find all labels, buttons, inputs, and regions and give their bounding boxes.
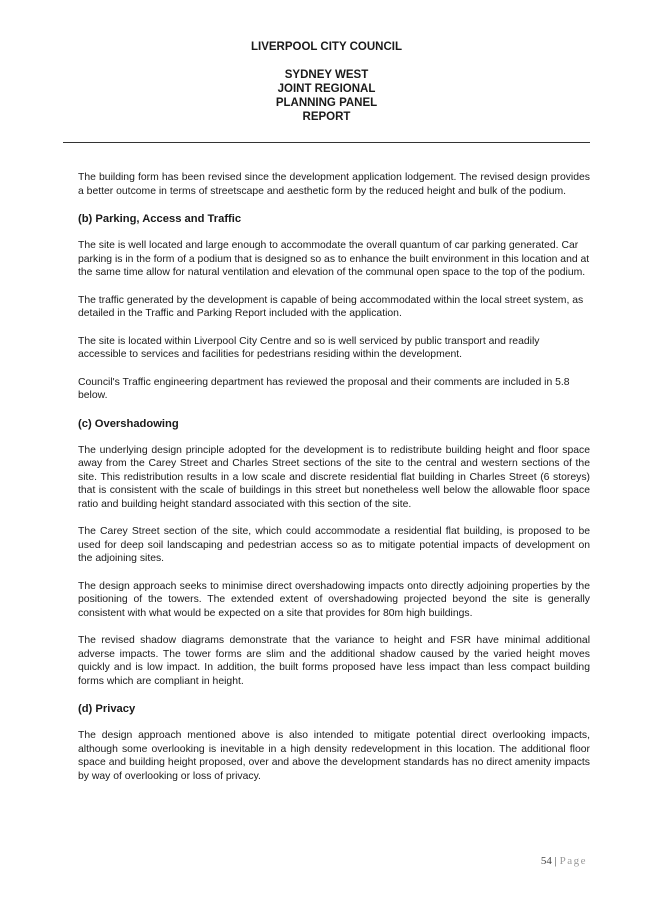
report-header xyxy=(0,40,653,124)
section-heading-parking: (b) Parking, Access and Traffic xyxy=(78,213,242,225)
header-line-1: SYDNEY WEST xyxy=(284,69,369,81)
section-heading-privacy: (d) Privacy xyxy=(78,703,136,715)
overshadowing-paragraph-2: The Carey Street section of the site, which could accommodate a residential flat building, is proposed to be used for deep soil landscaping and pedestrian access so as to mitigate potential impacts of development on the adjoining sites. xyxy=(78,526,590,564)
council-name: LIVERPOOL CITY COUNCIL xyxy=(250,41,402,53)
header-line-3: PLANNING PANEL xyxy=(275,97,378,109)
parking-paragraph-2: The traffic generated by the development is capable of being accommodated within the local street system, as detailed in the Traffic and Parking Report included with the application. xyxy=(78,294,584,319)
page-footer xyxy=(541,855,587,867)
intro-paragraph: The building form has been revised since the development application lodgement. The revised design provides a better outcome in terms of streetscape and aesthetic form by the reduced height and bulk of the podium. xyxy=(78,172,590,197)
page-separator: | xyxy=(551,855,560,867)
header-line-4: REPORT xyxy=(302,111,351,123)
overshadowing-paragraph-3: The design approach seeks to minimise direct overshadowing impacts onto directly adjoining properties by the positioning of the towers. The extended extent of overshadowing projected beyond the site is generally consistent with what would be expected on a site that provides for 80m high buildings. xyxy=(78,580,590,619)
page-label: Page xyxy=(559,855,587,867)
parking-paragraph-1: The site is well located and large enough to accommodate the overall quantum of car parking generated. Car parking is in the form of a podium that is designed so as to enhance the built environment in this location and at the same time allow for natural ventilation and elevation of the communal open space to the top of the podium. xyxy=(78,240,590,278)
parking-paragraph-4: Council's Traffic engineering department has reviewed the proposal and their comments are included in 5.8 below. xyxy=(78,376,570,401)
header-divider xyxy=(63,142,590,143)
overshadowing-paragraph-1: The underlying design principle adopted for the development is to redistribute building height and floor space away from the Carey Street and Charles Street sections of the site to the central and western sections of the site. This redistribution results in a low scale and discrete residential flat building in Charles Street (6 storeys) that is consistent with the scale of buildings in this street but nonetheless well below the allowable floor space ratio and building height standard associated with this section of the site. xyxy=(78,444,590,510)
header-line-2: JOINT REGIONAL xyxy=(277,83,376,95)
privacy-paragraph-1: The design approach mentioned above is also intended to mitigate potential direct overlooking impacts, although some overlooking is inevitable in a high density redevelopment in this location. The additional floor space and building height proposed, over and above the development standards has no direct amenity impacts by way of overlooking or loss of privacy. xyxy=(78,730,590,782)
report-body xyxy=(78,171,590,797)
page-number: 54 xyxy=(540,855,552,867)
parking-paragraph-3: The site is located within Liverpool City Centre and so is well serviced by public transport and readily accessible to services and facilities for pedestrians residing within the development. xyxy=(78,335,540,360)
overshadowing-paragraph-4: The revised shadow diagrams demonstrate that the variance to height and FSR have minimal additional adverse impacts. The tower forms are slim and the additional shadow caused by the varied height moves quickly and is low impact. In addition, the built forms proposed have less impact than less compact building forms which are compliant in height. xyxy=(78,635,590,687)
section-heading-overshadowing: (c) Overshadowing xyxy=(78,417,179,430)
